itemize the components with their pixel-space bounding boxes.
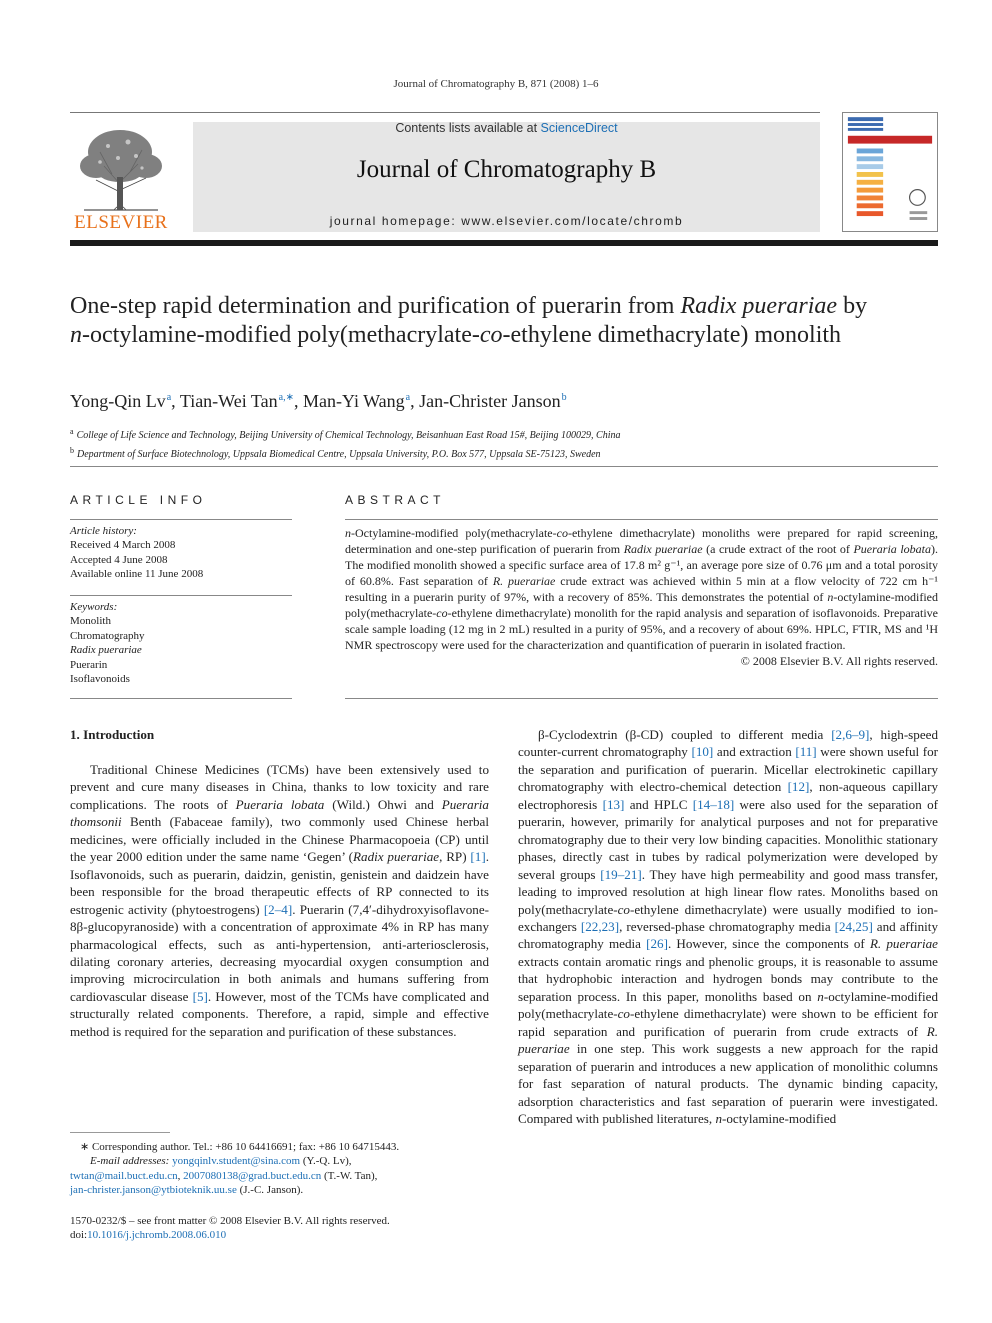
text-run: -octylamine-modified poly(methacrylate- [518, 988, 938, 1022]
paragraph [518, 726, 938, 1127]
running-head: Journal of Chromatography B, 871 (2008) 1–6 [393, 78, 599, 90]
issn-line: 1570-0232/$ – see front matter © 2008 Elsevier B.V. All rights reserved. [70, 1215, 390, 1227]
sciencedirect-link[interactable]: ScienceDirect [540, 121, 618, 135]
title-italic: Radix puerariae [680, 293, 838, 319]
abstract-italic: Radix puerariae [623, 542, 703, 556]
italic-run: Pueraria lobata [235, 796, 325, 812]
citation-link[interactable]: [19–21] [600, 866, 642, 882]
author-name[interactable]: Man-Yi Wang [302, 391, 405, 411]
abstract-italic: R. puerariae [492, 574, 556, 588]
paragraph [70, 761, 489, 1040]
footnote-star: ∗ [80, 1141, 90, 1153]
history-received: Received 4 March 2008 [70, 539, 176, 552]
article-history [70, 524, 292, 582]
text-run: Benth (Fabaceae family), two commonly used Chinese herbal medicines, were officially included in the Chinese Pharmacopoeia (CP) until the year 2000 edition under the same name ‘Gegen’ ( [70, 814, 489, 865]
abstract-rule [345, 519, 938, 520]
text-run: . However, most of the TCMs have complicated and structurally related components. Therefore, a rapid, simple and effective method is required for the separation and purification of these substances. [70, 988, 489, 1039]
email-link[interactable]: 2007080138@grad.buct.edu.cn [183, 1169, 322, 1182]
citation-link[interactable]: [22,23] [580, 918, 620, 934]
title-italic: n [70, 322, 82, 348]
citation-link[interactable]: [14–18] [692, 796, 735, 812]
keyword: Radix puerariae [70, 644, 142, 657]
author-affil-mark[interactable]: a [166, 392, 172, 403]
affil-mark: b [70, 446, 74, 455]
keywords-rule [70, 595, 292, 596]
abstract-part: -Octylamine-modified poly(methacrylate- [351, 526, 557, 540]
abstract-part: -octylamine-modified poly(methacrylate- [345, 590, 938, 620]
citation-link[interactable]: [11] [795, 744, 817, 760]
abstract-italic: n [345, 526, 351, 540]
footnote-rule [70, 1132, 170, 1133]
text-run: and extraction [713, 744, 796, 760]
doi-label: doi: [70, 1229, 88, 1242]
email-separator: , [177, 1169, 184, 1182]
title-rule [70, 466, 938, 467]
affiliation-a [70, 424, 938, 443]
keywords-label: Keywords: [70, 601, 118, 613]
text-run: and affinity chromatography media [518, 918, 938, 952]
abstract-bottom-rule [345, 698, 938, 699]
email-line [70, 1169, 490, 1183]
citation-link[interactable]: [2,6–9] [831, 727, 870, 742]
abstract-italic: co [436, 606, 448, 620]
abstract-italic: Pueraria lobata [853, 542, 931, 556]
text-run: were also used for the separation of puerarin, however, primarily for analytical purposes and not for preparative chromatography due to their very low binding capacities. Monolithic stationary phases, directly cast in tubes by radical polymerization were developed by several groups [518, 796, 938, 882]
contents-prefix: Contents lists available at [395, 121, 541, 135]
italic-run: n [817, 988, 824, 1004]
text-run: , non-aqueous capillary electrophoresis [518, 779, 938, 812]
text-run: , RP) [439, 849, 471, 865]
text-run: . Isoflavonoids, such as puerarin, daidzin, genistin, genistein and daidzein have been responsible for the broad therapeutic effects of RP connected to its estrogenic activity (phytoestrogens) [70, 849, 489, 917]
abstract-part: -ethylene dimethacrylate) monoliths were prepared for rapid screening, determination and one-step purification of puerarin from [345, 526, 938, 556]
email-label: E-mail addresses: [90, 1155, 173, 1168]
section-heading-introduction: 1. Introduction [70, 727, 155, 742]
italic-run: Radix puerariae [353, 849, 440, 865]
email-link[interactable]: yongqinlv.student@sina.com [172, 1155, 301, 1168]
affil-text: College of Life Science and Technology, Beijing University of Chemical Technology, Beisanhuan East Road 15#, Beijing 100029, China [76, 430, 621, 441]
italic-run: R. puerariae [518, 1023, 938, 1057]
abstract-text [345, 525, 938, 669]
text-run: and HPLC [624, 796, 693, 812]
abstract-part: crude extract was achieved within 5 min at a flow velocity of 722 cm h⁻¹ resulting in a puerarin purity of 97%, with a recovery of 85%. This demonstrates the potential of [345, 574, 939, 604]
email-link[interactable]: jan-christer.janson@ytbioteknik.uu.se [70, 1184, 237, 1197]
citation-link[interactable]: [12] [787, 779, 810, 795]
title-italic: co [479, 322, 503, 348]
italic-run: n [715, 1110, 723, 1126]
citation-link[interactable]: [13] [602, 796, 625, 812]
corresponding-author-footnote [70, 1140, 490, 1198]
keyword: Monolith [70, 615, 111, 628]
abstract-label: ABSTRACT [345, 493, 446, 507]
copyright-line: © 2008 Elsevier B.V. All rights reserved. [740, 654, 938, 668]
email-link[interactable]: twtan@mail.buct.edu.cn [70, 1169, 178, 1182]
email-owner: (Y.-Q. Lv), [300, 1155, 352, 1168]
italic-run: co [617, 901, 630, 917]
abstract-italic: n [827, 590, 834, 604]
doi-link[interactable]: 10.1016/j.jchromb.2008.06.010 [87, 1229, 227, 1242]
text-run: were shown useful for the separation and purification of puerarin. Micellar electrokinetic capillary chromatography with electro-chemical detection [518, 744, 938, 795]
masthead-rule [70, 240, 938, 246]
email-owner: (T.-W. Tan), [321, 1169, 378, 1182]
title-part: -ethylene dimethacrylate) monolith [502, 322, 842, 348]
title-part: One-step rapid determination and purification of puerarin from [70, 293, 681, 319]
text-run: -ethylene dimethacrylate) were shown to be efficient for rapid separation and purification of puerarin from crude extracts of [518, 1006, 938, 1039]
history-accepted: Accepted 4 June 2008 [70, 553, 168, 566]
email-line [70, 1183, 490, 1197]
abstract-italic: co [556, 526, 568, 540]
abstract-part: (a crude extract of the root of [702, 542, 854, 556]
author-name[interactable]: Yong-Qin Lv [70, 391, 166, 411]
text-run: , reversed-phase chromatography media [619, 918, 835, 934]
elsevier-wordmark: ELSEVIER [74, 212, 168, 233]
text-run: in one step. This work suggests a new approach for the rapid separation of puerarin and introduces a new application of monolithic columns for fast separation of natural products. The dynamic binding capacity, adsorption characteristics and fast separation of puerarin were investigated. Compared with published literatures, [518, 1041, 938, 1126]
text-run: Traditional Chinese Medicines (TCMs) have been extensively used to prevent and cure many diseases in China, thanks to low toxicity and rare complications. The roots of [70, 762, 489, 812]
article-info-bottom-rule [70, 698, 292, 699]
citation-link[interactable]: [1] [470, 849, 486, 865]
title-part: -octylamine-modified poly(methacrylate- [82, 322, 480, 348]
article-title [70, 292, 870, 350]
body-column-left [70, 761, 489, 1040]
italic-run: co [617, 1006, 630, 1022]
keywords [70, 600, 292, 686]
affil-text: Department of Surface Biotechnology, Uppsala Biomedical Centre, Uppsala University, P.O. Box 577, Uppsala SE-75123, Sweden [77, 449, 601, 460]
author-list: Yong-Qin Lv$^a$, Tian-Wei Tan$^{a,∗}$, Man-Yi Wang$^a$, Jan-Christer Janson$^b$ [70, 391, 567, 411]
keyword: Puerarin [70, 658, 108, 671]
journal-cover-thumbnail [842, 112, 938, 232]
affiliations [70, 424, 938, 462]
text-run: . Puerarin (7,4′-dihydroxyisoflavone-8β-glucopyranoside) with a concentration of approximate 4% in RP has many pharmacological effects, such as anti-hypertension, anti-arteriosclerosis, dilating coronary arteries, decreasing myocardial oxygen consumption and improving microcirculation in both animals and humans suffering from cardiovascular disease [70, 901, 489, 1004]
text-run: -octylamine-modified [722, 1110, 837, 1126]
author-name[interactable]: Jan-Christer Janson [419, 391, 561, 411]
text-run: , high-speed counter-current chromatography [518, 727, 938, 760]
text-run: -ethylene dimethacrylate) were usually modified to ion-exchangers [518, 901, 938, 934]
affiliation-b [70, 443, 938, 462]
citation-link[interactable]: [2–4] [263, 901, 293, 917]
text-run: . However, since the components of [667, 936, 870, 952]
text-run: . They have high permeability and good mass transfer, leading to improved resolution at high linear flow rates. Monoliths based on poly(methacrylate- [518, 866, 938, 917]
doi-line [70, 1228, 490, 1242]
author-affil-mark[interactable]: b [561, 392, 567, 403]
journal-name: Journal of Chromatography B [356, 156, 657, 183]
keyword: Isoflavonoids [70, 673, 130, 686]
contents-line [193, 121, 820, 135]
email-line [70, 1154, 490, 1168]
author-affil-mark[interactable]: a,∗ [278, 392, 294, 403]
email-owner: (J.-C. Janson). [236, 1184, 304, 1197]
abstract-part: -ethylene dimethacrylate) monolith for the rapid analysis and separation of isoflavonoids. Preparative scale sample loading (12 mg in 2 mL) resulted in a purity of 95%, and a recovery of about 69%. HPLC, FTIR, MS and ¹H NMR spectroscopy were used for the characterization and quantification of puerarin in isolated fraction. [345, 606, 938, 652]
citation-link[interactable]: [24,25] [834, 918, 873, 934]
article-info-rule [70, 519, 292, 520]
text-run: (Wild.) Ohwi and [324, 796, 442, 812]
text-run: β-Cyclodextrin (β-CD) coupled to different media [538, 727, 832, 742]
keyword: Chromatography [70, 629, 145, 642]
journal-homepage[interactable]: journal homepage: www.elsevier.com/locate/chromb [329, 214, 684, 228]
title-part: by [837, 293, 868, 319]
footnote-text: Corresponding author. Tel.: +86 10 64416691; fax: +86 10 64715443. [89, 1141, 400, 1153]
abstract-part: ). The modified monolith showed a specific surface area of 17.8 m² g⁻¹, an average pore size of 0.76 μm and a total porosity of 60.8%. Fast separation of [345, 542, 938, 588]
body-column-right [518, 726, 938, 1127]
author-name[interactable]: Tian-Wei Tan [179, 391, 278, 411]
history-label: Article history: [70, 525, 137, 537]
history-online: Available online 11 June 2008 [70, 568, 204, 581]
article-info-label: ARTICLE INFO [70, 493, 207, 507]
affil-mark: a [70, 427, 74, 436]
citation-link[interactable]: [10] [691, 744, 714, 760]
italic-run: R. puerariae [869, 936, 938, 952]
text-run: extracts contain aromatic rings and phenolic groups, it is reasonable to assume that hydrophobic interaction and hydrogen bonds may contribute to the separation process. In this paper, monoliths based on [518, 953, 938, 1004]
citation-link[interactable]: [5] [192, 988, 208, 1004]
corresponding-line [70, 1140, 490, 1154]
italic-run: Pueraria thomsonii [70, 796, 489, 830]
author-affil-mark[interactable]: a [405, 392, 411, 403]
citation-link[interactable]: [26] [646, 936, 668, 952]
imprint [70, 1214, 490, 1243]
header-rule [70, 112, 820, 113]
